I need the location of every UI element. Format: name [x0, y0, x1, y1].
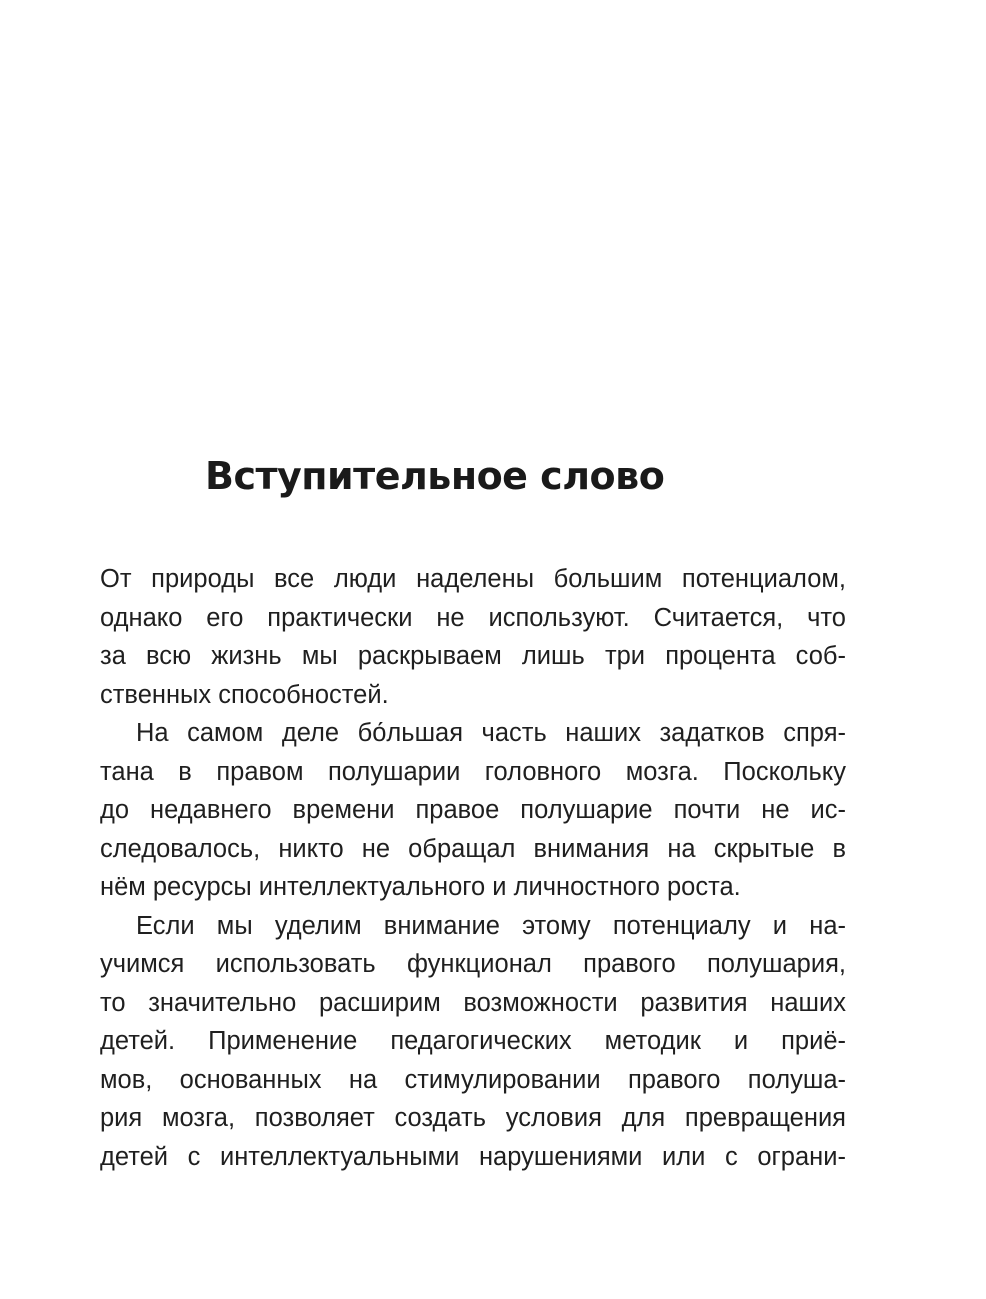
paragraph-1-line-3: за всю жизнь мы раскрываем лишь три процента соб-	[100, 642, 846, 670]
paragraph-3-line-6: рия мозга, позволяет создать условия для превращения	[100, 1104, 846, 1132]
paragraph-3-line-1: Если мы уделим внимание этому потенциалу и на-	[136, 911, 846, 940]
paragraph-2-line-3: до недавнего времени правое полушарие почти не ис-	[100, 796, 846, 824]
paragraph-2-line-1: На самом деле бо́льшая часть наших задатков спря-	[136, 719, 846, 747]
paragraph-1-line-4: ственных способностей.	[100, 680, 389, 709]
paragraph-3-line-2: учимся использовать функционал правого полушария,	[100, 950, 846, 978]
body-text	[100, 560, 846, 1176]
paragraph-1-line-1: От природы все люди наделены большим потенциалом,	[100, 565, 846, 593]
chapter-title: Вступительное слово	[205, 454, 665, 498]
paragraph-2-line-5: нём ресурсы интеллектуального и личностного роста.	[100, 873, 741, 901]
paragraph-3-line-4: детей. Применение педагогических методик и приё-	[100, 1027, 846, 1055]
paragraph-1-line-2: однако его практически не используют. Считается, что	[100, 603, 846, 632]
paragraph-3-line-7: детей с интеллектуальными нарушениями или с ограни-	[100, 1142, 846, 1171]
paragraph-2-line-2: тана в правом полушарии головного мозга. Поскольку	[100, 757, 846, 786]
paragraph-3-line-5: мов, основанных на стимулировании правого полуша-	[100, 1065, 846, 1094]
paragraph-3-line-3: то значительно расширим возможности развития наших	[100, 988, 846, 1017]
paragraph-2-line-4: следовалось, никто не обращал внимания на скрытые в	[100, 834, 846, 863]
